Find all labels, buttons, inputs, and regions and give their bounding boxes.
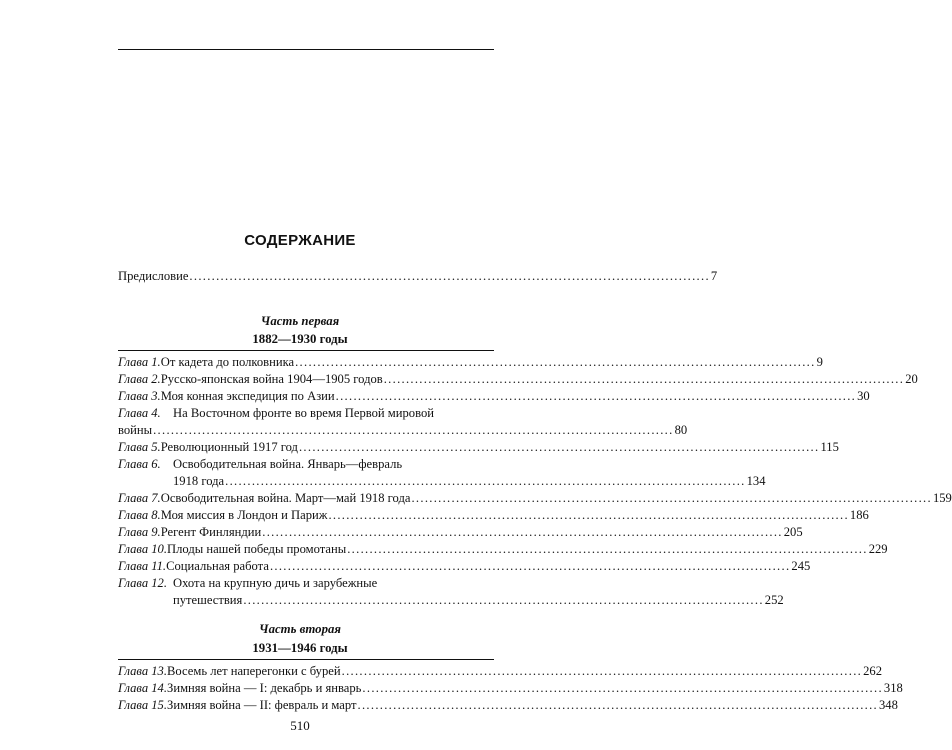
chapter-page: 318	[883, 681, 903, 695]
chapter-label: Глава 5.	[118, 440, 161, 454]
top-rule	[118, 49, 494, 50]
toc-entry-ch9[interactable]	[118, 525, 803, 540]
chapter-title: Освободительная война. Март—май 1918 года	[160, 491, 411, 505]
leader-dots: .....................................................................................................................	[411, 491, 932, 505]
chapter-page: 229	[868, 542, 888, 556]
chapter-page: 205	[783, 525, 803, 539]
toc-entry-ch6[interactable]	[118, 457, 766, 489]
chapter-title: Моя конная экспедиция по Азии	[160, 389, 335, 403]
toc-entry-ch10[interactable]	[118, 542, 888, 557]
chapter-label: Глава 13.	[118, 664, 168, 678]
chapter-label: Глава 10.	[118, 542, 168, 556]
chapter-page: 159	[932, 491, 952, 505]
chapter-label: Глава 6.	[118, 457, 161, 471]
chapter-title: Плоды нашей победы промотаны	[167, 542, 347, 556]
toc-entry-ch11[interactable]	[118, 559, 811, 574]
chapter-title: Социальная работа	[166, 559, 269, 573]
chapter-title: Зимняя война — I: декабрь и январь	[167, 681, 362, 695]
part2-years: 1931—1946 годы	[252, 641, 348, 655]
chapter-page: 80	[674, 423, 688, 437]
chapter-title: От кадета до полковника	[160, 355, 295, 369]
leader-dots: .....................................................................................................................	[357, 698, 878, 712]
chapter-label: Глава 12.	[118, 576, 168, 590]
chapter-label: Глава 14.	[118, 681, 168, 695]
chapter-title: Восемь лет наперегонки с бурей	[167, 664, 341, 678]
toc-entry-ch4[interactable]	[118, 406, 688, 438]
chapter-title: На Восточном фронте во время Первой мировой	[173, 406, 435, 420]
chapter-page: 115	[820, 440, 839, 454]
chapter-page: 262	[863, 664, 882, 678]
contents-title: СОДЕРЖАНИЕ	[244, 232, 356, 249]
part1-separator	[118, 350, 494, 351]
leader-dots: .....................................................................................................................	[189, 269, 710, 283]
chapter-page: 245	[791, 559, 811, 573]
chapter-label: Глава 3.	[118, 389, 161, 403]
chapter-title: Освободительная война. Январь—февраль	[173, 457, 403, 471]
chapter-title: Русско-японская война 1904—1905 годов	[160, 372, 383, 386]
leader-dots: .....................................................................................................................	[269, 559, 791, 573]
toc-entry-ch2[interactable]	[118, 372, 918, 387]
chapter-title: Регент Финляндии	[160, 525, 262, 539]
toc-entry-ch3[interactable]	[118, 389, 870, 404]
toc-entry-ch7[interactable]	[118, 491, 952, 506]
leader-dots: .....................................................................................................................	[341, 664, 863, 678]
chapter-label: Глава 8.	[118, 508, 161, 522]
chapter-label: Глава 1.	[118, 355, 161, 369]
chapter-page: 30	[857, 389, 870, 403]
chapter-label: Глава 2.	[118, 372, 161, 386]
part2-title: Часть вторая	[259, 622, 341, 636]
chapter-title-cont: путешествия	[173, 593, 243, 607]
leader-dots: .....................................................................................................................	[362, 681, 883, 695]
chapter-page: 348	[879, 698, 898, 712]
toc-entry-ch8[interactable]	[118, 508, 869, 523]
chapter-title-cont: войны	[118, 423, 153, 437]
leader-dots: .....................................................................................................................	[262, 525, 783, 539]
leader-dots: .....................................................................................................................	[153, 423, 674, 437]
chapter-title-cont: 1918 года	[173, 474, 225, 488]
chapter-page: 186	[849, 508, 869, 522]
chapter-label: Глава 15.	[118, 698, 168, 712]
chapter-label: Глава 11.	[118, 559, 167, 573]
chapter-page: 9	[816, 355, 823, 369]
chapter-label: Глава 4.	[118, 406, 161, 420]
chapter-page: 134	[746, 474, 766, 488]
page-number: 510	[290, 718, 310, 733]
chapter-title: Революционный 1917 год	[160, 440, 298, 454]
chapter-page: 20	[905, 372, 918, 386]
part1-title: Часть первая	[260, 314, 340, 328]
part2-separator	[118, 659, 494, 660]
leader-dots: .....................................................................................................................	[295, 355, 816, 369]
toc-entry-ch14[interactable]	[118, 681, 903, 696]
preface-entry[interactable]	[118, 269, 718, 284]
leader-dots: .....................................................................................................................	[298, 440, 820, 454]
chapter-title: Охота на крупную дичь и зарубежные	[173, 576, 378, 590]
leader-dots: .....................................................................................................................	[335, 389, 857, 403]
chapter-label: Глава 7.	[118, 491, 161, 505]
toc-entry-ch5[interactable]	[118, 440, 839, 455]
preface-page: 7	[710, 269, 718, 283]
leader-dots: .....................................................................................................................	[243, 593, 764, 607]
leader-dots: .....................................................................................................................	[347, 542, 868, 556]
toc-entry-ch12[interactable]	[118, 576, 784, 608]
toc-entry-ch13[interactable]	[118, 664, 882, 679]
chapter-title: Зимняя война — II: февраль и март	[167, 698, 357, 712]
chapter-label: Глава 9.	[118, 525, 161, 539]
toc-entry-ch15[interactable]	[118, 698, 898, 713]
part1-years: 1882—1930 годы	[252, 332, 348, 346]
leader-dots: .....................................................................................................................	[225, 474, 746, 488]
leader-dots: .....................................................................................................................	[328, 508, 849, 522]
preface-title: Предисловие	[118, 269, 189, 283]
toc-entry-ch1[interactable]	[118, 355, 823, 370]
chapter-page: 252	[764, 593, 784, 607]
leader-dots: .....................................................................................................................	[383, 372, 905, 386]
chapter-title: Моя миссия в Лондон и Париж	[160, 508, 328, 522]
